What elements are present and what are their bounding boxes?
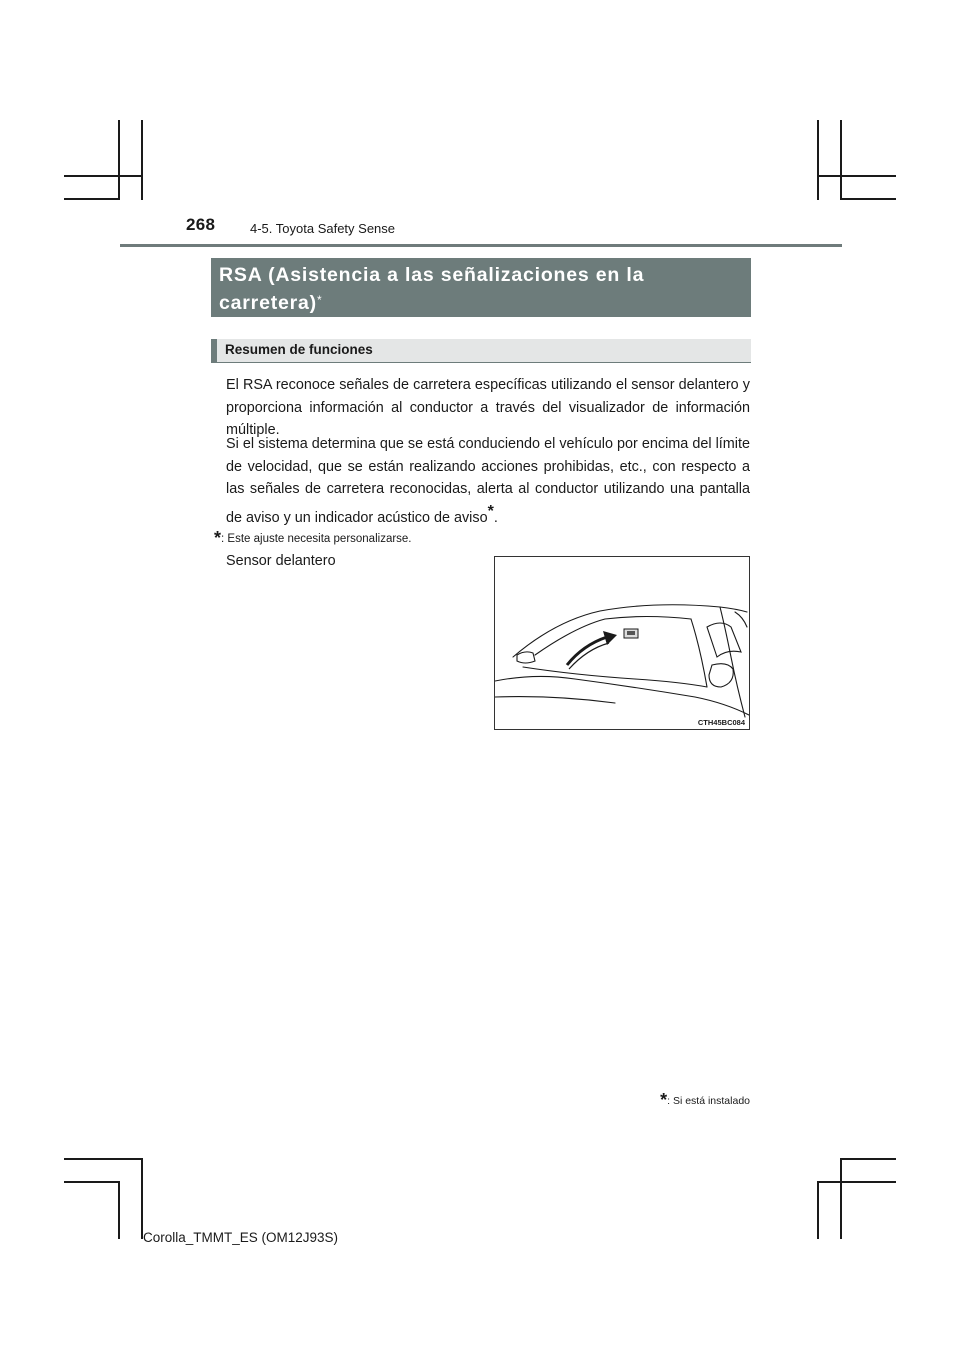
subheading-text: Resumen de funciones <box>225 342 373 357</box>
crop-mark <box>840 198 896 200</box>
arrow-icon <box>567 631 617 669</box>
manual-id: Corolla_TMMT_ES (OM12J93S) <box>143 1230 339 1245</box>
setting-note-asterisk: * <box>214 528 222 548</box>
crop-mark <box>840 1158 896 1160</box>
installed-note <box>660 1088 750 1109</box>
section-reference: 4-5. Toyota Safety Sense <box>250 221 396 236</box>
figure-code: CTH45BC084 <box>697 718 745 727</box>
header-rule <box>120 244 842 247</box>
crop-mark <box>141 120 143 200</box>
paragraph-2 <box>226 433 750 529</box>
page-number: 268 <box>186 215 216 234</box>
crop-mark <box>64 175 143 177</box>
crop-mark <box>817 120 819 200</box>
crop-mark <box>817 1181 819 1239</box>
section-title <box>211 258 751 317</box>
title-asterisk: * <box>316 293 323 307</box>
crop-mark <box>817 1181 896 1183</box>
crop-mark <box>817 175 896 177</box>
crop-mark <box>64 1158 143 1160</box>
car-windshield-drawing <box>495 557 749 729</box>
windshield-sensor-illustration <box>494 556 750 730</box>
paragraph-2-asterisk: * <box>487 502 494 520</box>
installed-note-asterisk: * <box>660 1090 668 1110</box>
crop-mark <box>64 198 120 200</box>
front-sensor-icon <box>624 629 638 638</box>
crop-mark <box>141 1158 143 1239</box>
setting-note-text: : Este ajuste necesita personalizarse. <box>221 533 412 545</box>
crop-mark <box>118 120 120 200</box>
paragraph-1: El RSA reconoce señales de carretera específicas utilizando el sensor delantero y proporciona información al conductor a través del visualizador de información múltiple. <box>226 377 750 438</box>
section-title-text: RSA (Asistencia a las señalizaciones en la carretera) <box>219 264 645 314</box>
crop-mark <box>118 1181 120 1239</box>
crop-mark <box>840 120 842 200</box>
installed-note-text: : Si está instalado <box>667 1095 750 1107</box>
paragraph-2-end: . <box>493 509 498 526</box>
setting-note <box>214 526 412 547</box>
paragraph-2-text: Si el sistema determina que se está conduciendo el vehículo por encima del límite de velocidad, que se están realizando acciones prohibidas, etc., con respecto a las señales de carretera reconocidas, alerta al conductor utilizando una pantalla de aviso y un indicador acústico de aviso <box>226 436 750 526</box>
crop-mark <box>840 1158 842 1239</box>
crop-mark <box>64 1181 120 1183</box>
figure-label: Sensor delantero <box>226 553 336 569</box>
subheading <box>211 339 751 363</box>
